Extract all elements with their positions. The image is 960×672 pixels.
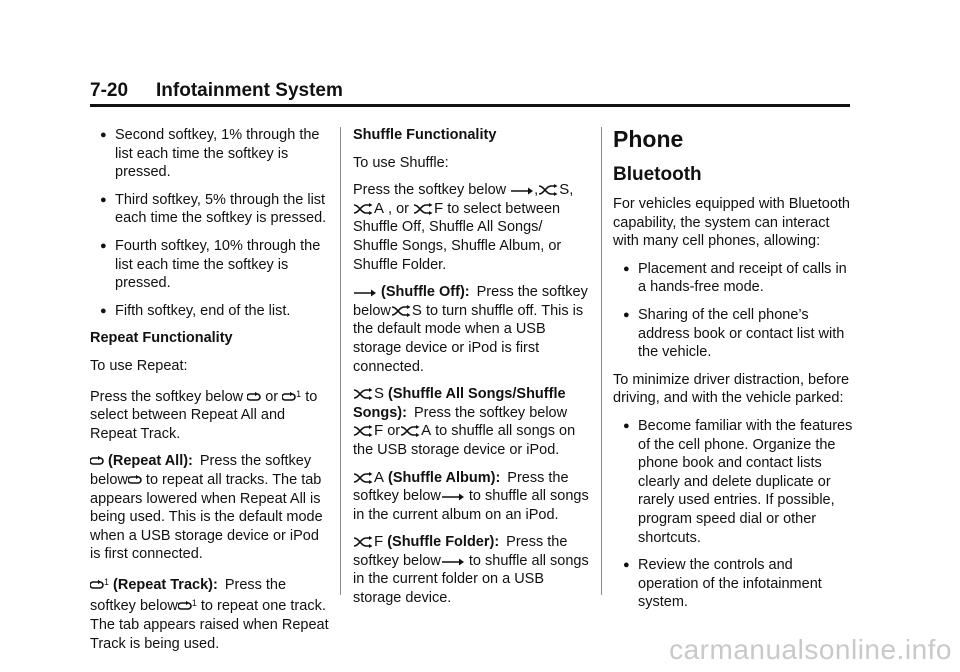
shuffle-icon [391,305,411,317]
shuffle-heading: Shuffle Functionality [353,127,497,143]
repeat-instruction: Press the softkey below or $^1$ to select between Repeat All and Repeat Track. [90,388,318,442]
repeat-icon [90,455,104,467]
repeat-heading: Repeat Functionality [90,330,233,347]
shuffle-intro: To use Shuffle: [353,154,449,171]
repeat-intro: To use Repeat: [90,357,188,374]
list-item: ● Fifth softkey, end of the list. [100,302,291,319]
list-item: ● Review the controls and operation of the infotainment system. [623,557,822,611]
bluetooth-intro: For vehicles equipped with Bluetooth capability, the system can interact with many cell phones, allowing: [613,196,850,250]
shuffle-icon [353,536,373,548]
list-item: ● Second softkey, 1% through the list each time the softkey is pressed. [100,127,320,181]
list-item: ● Sharing of the cell phone’s address book or contact list with the vehicle. [623,306,845,361]
shuffle-off-arrow-icon [441,557,465,567]
shuffle-instruction: Press the softkey below , S, A , or F to select between Shuffle Off, Shuffle All Songs/ Shuffle Songs, Shuffle Album, or Shuffle Folder. [353,181,574,273]
repeat-track-description: $^1$ (Repeat Track): Press the softkey below $^1$ to repeat one track. The tab appears raised when Repeat Track is being used. [90,576,329,652]
shuffle-folder-description: F (Shuffle Folder): Press the softkey below to shuffle all songs in the current folder on a USB storage device. [353,533,589,607]
watermark: carmanualsonline.info [669,634,952,665]
shuffle-off-arrow-icon [353,288,377,298]
bluetooth-heading: Bluetooth [613,164,702,185]
page-number: 7-20 [90,80,129,101]
shuffle-icon [353,472,373,484]
shuffle-icon [413,203,433,215]
shuffle-off-description: (Shuffle Off): Press the softkey below S to turn shuffle off. This is the default mode when a USB storage device or iPod is first connected. [353,284,588,375]
header-rule [90,104,850,107]
repeat-icon [128,474,142,486]
column-divider [601,127,602,595]
shuffle-icon [353,388,373,400]
repeat-track-icon [282,391,296,403]
column-divider [340,127,341,595]
repeat-icon [247,391,261,403]
shuffle-off-arrow-icon [441,492,465,502]
page-header [90,80,850,110]
shuffle-album-description: A (Shuffle Album): Press the softkey below to shuffle all songs in the current album on an iPod. [353,468,589,523]
column-middle [353,126,591,617]
repeat-track-icon [178,600,192,612]
shuffle-icon [400,425,420,437]
shuffle-icon [353,203,373,215]
repeat-track-icon [90,579,104,591]
column-left [90,126,330,662]
section-title: Infotainment System [156,80,343,101]
shuffle-off-arrow-icon [510,186,534,196]
phone-heading: Phone [613,126,684,152]
column-right [613,126,853,621]
distraction-note: To minimize driver distraction, before driving, and with the vehicle parked: [613,371,850,407]
list-item: ● Fourth softkey, 10% through the list each time the softkey is pressed. [100,237,321,292]
shuffle-icon [353,425,373,437]
list-item: ● Third softkey, 5% through the list each time the softkey is pressed. [100,191,327,227]
repeat-all-description: (Repeat All): Press the softkey below to repeat all tracks. The tab appears lowered when Repeat All is being used. This is the default mode when a USB storage device or iPod is first connected. [90,453,323,563]
list-item: ● Placement and receipt of calls in a hands-free mode. [623,260,847,296]
shuffle-icon [538,184,558,196]
shuffle-all-description: S (Shuffle All Songs/Shuffle Songs): Press the softkey below F or A to shuffle all songs on the USB storage device or iPod. [353,385,576,458]
list-item: ● Become familiar with the features of the cell phone. Organize the phone book and contact lists clearly and delete duplicate or rarely used entries. If possible, program speed dial or other shortcuts. [623,417,853,546]
